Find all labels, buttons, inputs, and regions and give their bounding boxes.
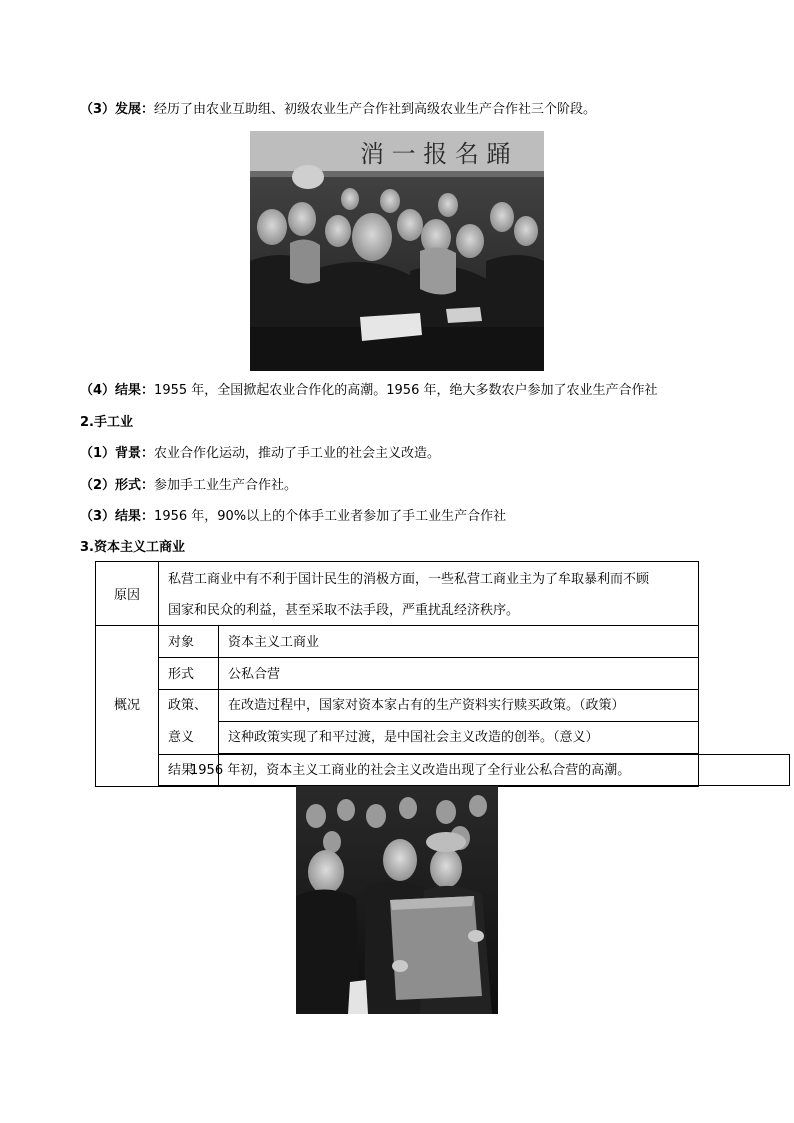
banner-text: 消 一 报 名 踊 [360, 140, 511, 168]
agri-result-paragraph [80, 382, 657, 400]
agri-development-label: （3）发展： [80, 102, 155, 117]
joint-venture-photo [296, 786, 498, 1014]
handicraft-heading: 2.手工业 [80, 415, 133, 430]
overview-label: 概况 [114, 698, 141, 713]
handicraft-form-label: （2）形式： [80, 478, 155, 493]
handicraft-background-text: 农业合作化运动，推动了手工业的社会主义改造。 [154, 446, 441, 461]
handicraft-background-paragraph [80, 445, 440, 463]
agri-development-paragraph [80, 101, 596, 119]
handicraft-background-label: （1）背景： [80, 446, 155, 461]
handicraft-result-label: （3）结果： [80, 509, 155, 524]
form-value: 公私合营 [228, 667, 281, 682]
capitalist-heading: 3.资本主义工商业 [80, 540, 185, 555]
policy-label-2: 意义 [168, 730, 195, 745]
handicraft-form-text: 参加手工业生产合作社。 [154, 478, 298, 493]
cooperative-signup-photo-image [250, 131, 544, 371]
agri-result-text: 1955 年，全国掀起农业合作化的高潮。1956 年，绝大多数农户参加了农业生产合作社 [154, 383, 658, 398]
result-value: 1956 年初，资本主义工商业的社会主义改造出现了全行业公私合营的高潮。 [190, 763, 631, 778]
cause-line-1: 私营工商业中有不利于国计民生的消极方面，一些私营工商业主为了牟取暴利而不顾 [168, 572, 650, 587]
policy-value: 在改造过程中，国家对资本家占有的生产资料实行赎买政策。（政策） [228, 698, 625, 713]
form-label: 形式 [168, 667, 195, 682]
policy-label-1: 政策、 [168, 698, 208, 713]
agri-development-text: 经历了由农业互助组、初级农业生产合作社到高级农业生产合作社三个阶段。 [154, 102, 597, 117]
cause-label: 原因 [114, 588, 141, 603]
result-label: 结果 [168, 763, 195, 778]
handicraft-result-paragraph [80, 508, 506, 526]
handicraft-form-paragraph [80, 477, 297, 495]
joint-venture-photo-image [296, 786, 498, 1014]
cooperative-signup-photo [250, 131, 544, 371]
meaning-value: 这种政策实现了和平过渡，是中国社会主义改造的创举。（意义） [228, 730, 599, 745]
handicraft-result-text: 1956 年，90%以上的个体手工业者参加了手工业生产合作社 [154, 509, 507, 524]
object-label: 对象 [168, 635, 195, 650]
cause-line-2: 国家和民众的利益，甚至采取不法手段，严重扰乱经济秩序。 [168, 603, 520, 618]
agri-result-label: （4）结果： [80, 383, 155, 398]
object-value: 资本主义工商业 [228, 635, 320, 650]
